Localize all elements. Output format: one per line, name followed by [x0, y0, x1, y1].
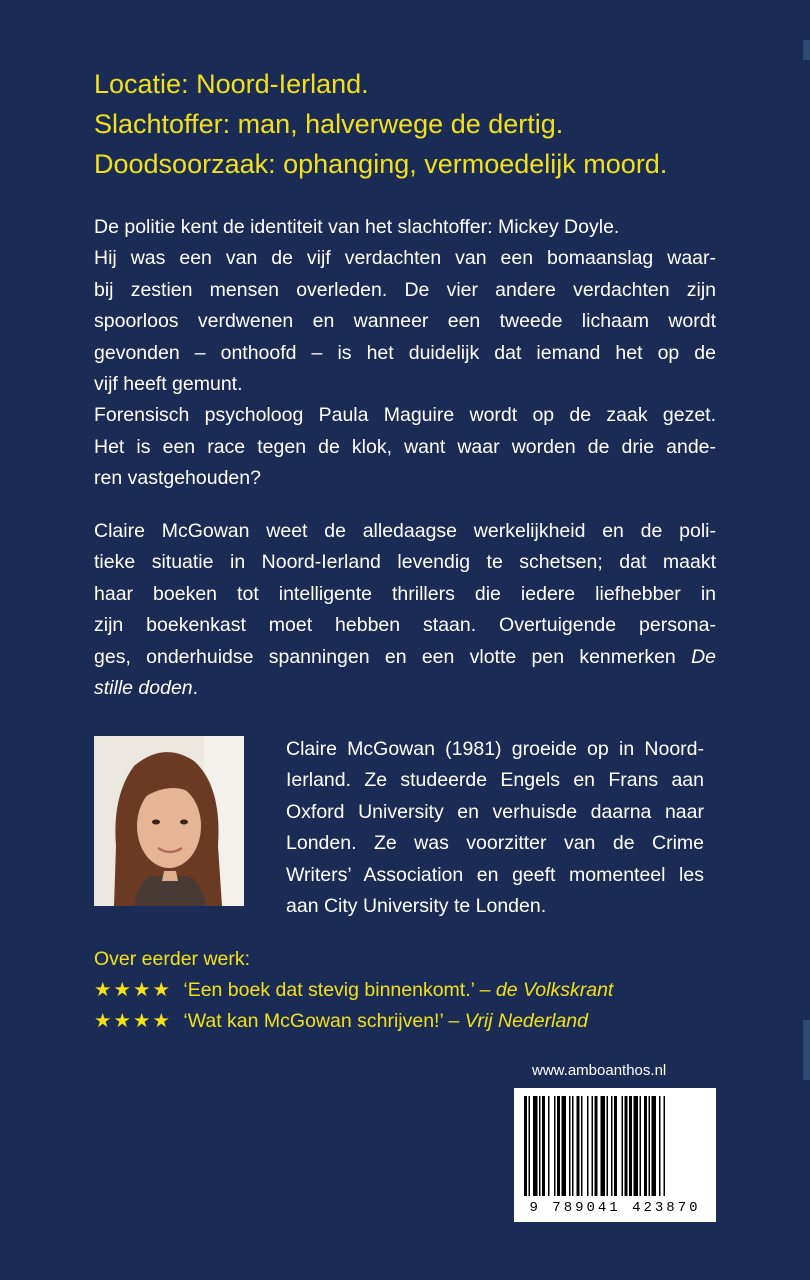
text-line: aan City University te Londen.	[286, 895, 547, 918]
barcode-bar	[581, 1096, 583, 1196]
barcode-bar	[644, 1096, 647, 1196]
barcode-bar	[601, 1096, 606, 1196]
headline-cause: Doodsoorzaak: ophanging, vermoedelijk moord.	[94, 149, 668, 179]
text-line: Ierland. Ze studeerde Engels en Frans aan	[286, 769, 704, 792]
text-line: gevonden – onthoofd – is het duidelijk dat iemand het op de	[94, 341, 716, 364]
text-line-with-title	[94, 642, 716, 673]
edge-mark	[803, 1020, 810, 1080]
barcode-bar	[652, 1096, 657, 1196]
barcode-bar	[562, 1096, 567, 1196]
barcode-bar	[659, 1096, 661, 1196]
barcode-bar	[577, 1096, 580, 1196]
barcode-bar	[557, 1096, 560, 1196]
quote-source: Vrij Nederland	[464, 1010, 588, 1032]
review-quote	[94, 1006, 588, 1036]
barcode-bar	[634, 1096, 639, 1196]
barcode-bar	[569, 1096, 571, 1196]
text-line: Writers’ Association en geeft momenteel les	[286, 863, 704, 886]
book-title: De	[691, 645, 716, 668]
barcode-bar	[622, 1096, 624, 1196]
isbn-barcode	[514, 1088, 716, 1222]
headline-victim: Slachtoffer: man, halverwege de dertig.	[94, 109, 564, 139]
text-line: bij zestien mensen overleden. De vier andere verdachten zijn	[94, 278, 716, 301]
barcode-bar	[524, 1096, 527, 1196]
praise-paragraph	[94, 516, 716, 704]
text-line: Forensisch psycholoog Paula Maguire wordt op de zaak gezet.	[94, 404, 716, 427]
text-line: Londen. Ze was voorzitter van de Crime	[286, 832, 704, 855]
publisher-website: www.amboanthos.nl	[532, 1062, 667, 1079]
headline	[94, 64, 794, 184]
barcode-bar	[539, 1096, 541, 1196]
text-line: Het is een race tegen de klok, want waar worden de drie ande-	[94, 435, 716, 458]
text-line: Hij was een van de vijf verdachten van een bomaanslag waar-	[94, 247, 716, 270]
reviews-title: Over eerder werk:	[94, 948, 251, 970]
barcode-bar	[611, 1096, 613, 1196]
text-line	[94, 673, 716, 704]
text-line: haar boeken tot intelligente thrillers die iedere liefhebber in	[94, 582, 716, 605]
author-photo	[94, 736, 244, 906]
text-line: De politie kent de identiteit van het slachtoffer: Mickey Doyle.	[94, 216, 620, 238]
blurb-paragraph	[94, 212, 716, 495]
isbn-number: 9 789041 423870	[529, 1200, 701, 1216]
barcode-bar	[640, 1096, 642, 1196]
author-bio	[286, 734, 704, 922]
barcode-bar	[592, 1096, 594, 1196]
text-line: Claire McGowan weet de alledaagse werkelijkheid en de poli-	[94, 520, 716, 542]
quote-text: ‘Een boek dat stevig binnenkomt.’ –	[183, 979, 491, 1001]
text-line: tieke situatie in Noord-Ierland levendig te schetsen; dat maakt	[94, 551, 716, 574]
barcode-bar	[664, 1096, 666, 1196]
text-line: zijn boekenkast moet hebben staan. Overtuigende persona-	[94, 614, 716, 637]
edge-mark	[803, 40, 810, 60]
barcode-bar	[607, 1096, 609, 1196]
period: .	[192, 677, 199, 700]
text-line: ges, onderhuidse spanningen en een vlotte pen kenmerken	[94, 645, 676, 668]
barcode-bar	[649, 1096, 651, 1196]
review-quote	[94, 975, 613, 1005]
barcode-bar	[554, 1096, 556, 1196]
barcode-bar	[548, 1096, 550, 1196]
barcode-bar	[614, 1096, 617, 1196]
text-line: spoorloos verdwenen en wanneer een tweede lichaam wordt	[94, 310, 716, 333]
quote-source: de Volkskrant	[495, 979, 614, 1001]
barcode-bar	[595, 1096, 598, 1196]
barcode-bar	[529, 1096, 531, 1196]
text-line: Oxford University en verhuisde daarna naar	[286, 800, 704, 823]
barcode-bar	[542, 1096, 545, 1196]
text-line: ren vastgehouden?	[94, 467, 261, 490]
barcode-icon	[522, 1096, 708, 1198]
text-line: vijf heeft gemunt.	[94, 373, 243, 396]
barcode-bar	[533, 1096, 538, 1196]
barcode-bar	[572, 1096, 574, 1196]
star-rating-icon: ★★★★	[94, 979, 172, 1001]
headline-location: Locatie: Noord-Ierland.	[94, 69, 369, 99]
barcode-bar	[625, 1096, 628, 1196]
quote-text: ‘Wat kan McGowan schrijven!’ –	[183, 1010, 460, 1032]
book-title: stille doden	[94, 677, 193, 700]
star-rating-icon: ★★★★	[94, 1010, 172, 1032]
text-line: Claire McGowan (1981) groeide op in Noord-	[286, 738, 704, 760]
barcode-bar	[629, 1096, 632, 1196]
barcode-bar	[587, 1096, 589, 1196]
